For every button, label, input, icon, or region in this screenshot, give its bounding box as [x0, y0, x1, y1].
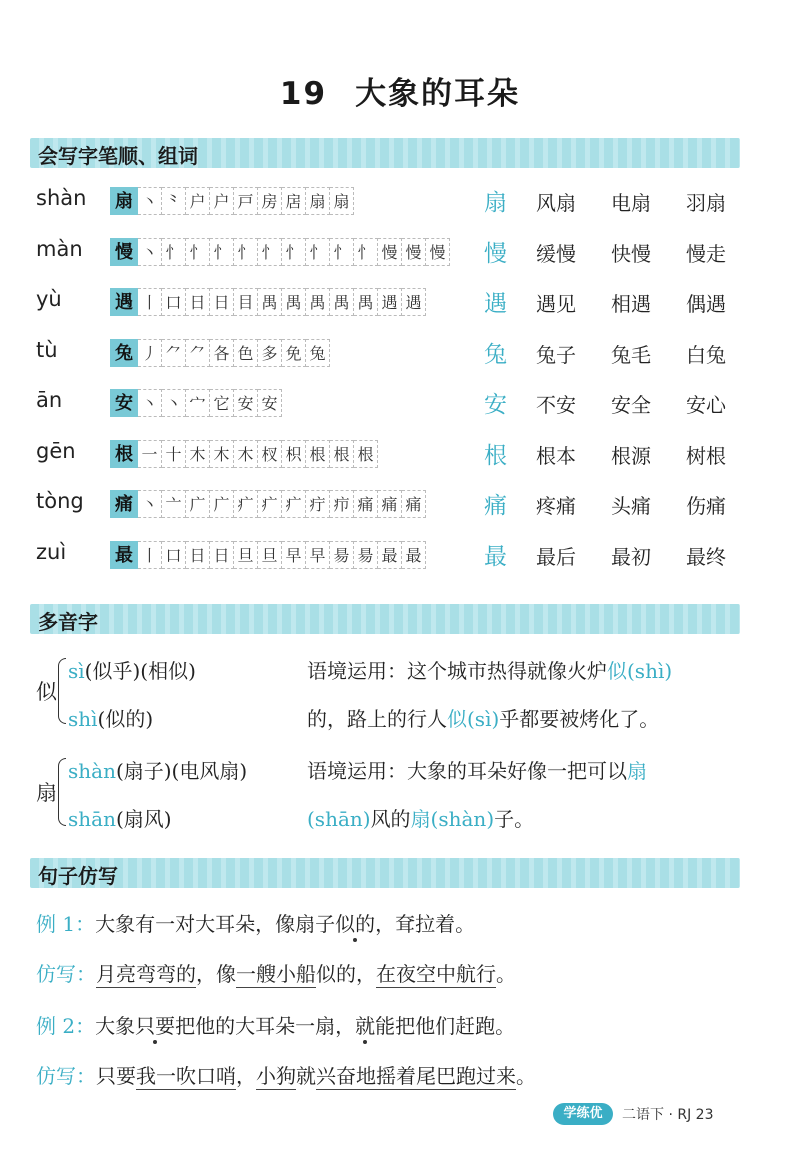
stroke-step: 忄 — [330, 238, 354, 266]
stroke-step: 慢 — [426, 238, 450, 266]
row-pinyin: yù — [36, 287, 62, 311]
stroke-step: 疖 — [330, 490, 354, 518]
stroke-target-char: 根 — [110, 440, 138, 468]
dotted-word: 就 — [355, 1014, 376, 1038]
stroke-step: 忄 — [186, 238, 210, 266]
compound-word: 疼痛 — [536, 494, 576, 518]
usage-text: 大象的耳朵好像一把可以 — [407, 759, 627, 783]
section-label: 多音字 — [38, 610, 98, 634]
stroke-step: 遇 — [402, 288, 426, 316]
stroke-step: 兔 — [306, 339, 330, 367]
usage-line — [307, 703, 659, 732]
underlined-phrase: 兴奋地摇着尾巴跑过来 — [316, 1064, 516, 1088]
stroke-step: 丶 — [162, 389, 186, 417]
stroke-step: 痛 — [378, 490, 402, 518]
stroke-step: 最 — [378, 541, 402, 569]
stroke-target-char: 最 — [110, 541, 138, 569]
reading-pinyin: shì — [68, 707, 98, 731]
stroke-step: 十 — [162, 440, 186, 468]
reading-words: (扇风) — [115, 807, 172, 831]
compound-word: 安心 — [686, 393, 726, 417]
stroke-step: 扇 — [306, 187, 330, 215]
stroke-step: 忄 — [210, 238, 234, 266]
stroke-step: 戸 — [234, 187, 258, 215]
underlined-phrase: 在夜空中航行 — [376, 962, 496, 986]
stroke-order-strip — [110, 440, 378, 470]
row-pinyin: shàn — [36, 186, 87, 210]
sentence-part: ， — [236, 1064, 256, 1088]
stroke-step: 枳 — [282, 440, 306, 468]
compound-word: 相遇 — [611, 292, 651, 316]
usage-line — [307, 755, 647, 784]
usage-text: 的，路上的行人 — [307, 707, 447, 731]
stroke-step: 丨 — [138, 541, 162, 569]
stroke-step: 户 — [210, 187, 234, 215]
stroke-order-strip — [110, 288, 426, 318]
stroke-step: 多 — [258, 339, 282, 367]
example-sentence-2 — [36, 1010, 515, 1039]
row-pinyin: tù — [36, 338, 58, 362]
lesson-number: 19 — [279, 76, 328, 112]
stroke-step: 丶 — [138, 490, 162, 518]
usage-text: 乎都要被烤化了。 — [499, 707, 660, 731]
reading-pinyin: sì — [68, 659, 85, 683]
compound-word: 缓慢 — [536, 242, 576, 266]
compound-word: 头痛 — [611, 494, 651, 518]
usage-highlight: 扇(shàn) — [410, 807, 495, 831]
usage-highlight: 似(shì) — [607, 659, 673, 683]
stroke-step: ⺈ — [162, 339, 186, 367]
stroke-step: 木 — [186, 440, 210, 468]
stroke-step: 口 — [162, 288, 186, 316]
stroke-step: ⺀ — [162, 187, 186, 215]
compound-word: 遇见 — [536, 292, 576, 316]
stroke-step: 一 — [138, 440, 162, 468]
stroke-step: 禺 — [282, 288, 306, 316]
stroke-step: 它 — [210, 389, 234, 417]
stroke-step: 忄 — [234, 238, 258, 266]
stroke-step: 早 — [306, 541, 330, 569]
stroke-step: 日 — [210, 288, 234, 316]
underlined-phrase: 小狗 — [256, 1064, 296, 1088]
stroke-step: 禺 — [258, 288, 282, 316]
example-label: 例 1： — [36, 912, 96, 936]
compound-word: 树根 — [686, 444, 726, 468]
stroke-target-char: 慢 — [110, 238, 138, 266]
stroke-step: 木 — [234, 440, 258, 468]
compound-word: 根源 — [611, 444, 651, 468]
stroke-step: 最 — [402, 541, 426, 569]
sentence-part: 能把他们赶跑。 — [375, 1014, 516, 1038]
sentence-part: 。 — [516, 1064, 536, 1088]
row-character: 痛 — [484, 493, 507, 519]
stroke-step: 色 — [234, 339, 258, 367]
compound-word: 最终 — [686, 545, 726, 569]
stroke-step: 忄 — [258, 238, 282, 266]
stroke-target-char: 遇 — [110, 288, 138, 316]
compound-word: 根本 — [536, 444, 576, 468]
usage-label: 语境运用： — [307, 659, 407, 683]
stroke-step: 忄 — [306, 238, 330, 266]
row-character: 遇 — [484, 291, 507, 317]
row-pinyin: tòng — [36, 489, 84, 513]
row-character: 兔 — [484, 342, 507, 368]
reading-words: (似乎)(相似) — [84, 659, 196, 683]
stroke-target-char: 兔 — [110, 339, 138, 367]
stroke-step: 目 — [234, 288, 258, 316]
dotted-word: 只要 — [135, 1014, 176, 1038]
usage-text: 子。 — [494, 807, 535, 831]
sentence-part: 大象有一对大耳朵，像扇子 — [95, 912, 336, 936]
imitation-sentence-1 — [36, 958, 516, 987]
brand-badge: 学练优 — [553, 1103, 613, 1125]
sentence-part: 就 — [296, 1064, 316, 1088]
underlined-phrase: 一艘小船 — [236, 962, 316, 986]
sentence-part: 似的 — [316, 962, 356, 986]
stroke-step: 忄 — [162, 238, 186, 266]
sentence-part: ，像 — [196, 962, 236, 986]
reading-words: (似的) — [97, 707, 154, 731]
stroke-step: 日 — [210, 541, 234, 569]
stroke-order-strip — [110, 389, 282, 419]
stroke-step: 丶 — [138, 238, 162, 266]
compound-word: 慢走 — [686, 242, 726, 266]
stroke-order-strip — [110, 339, 330, 369]
imitation-sentence-2 — [36, 1060, 536, 1089]
stroke-step: 扂 — [282, 187, 306, 215]
usage-highlight: 扇 — [627, 759, 647, 783]
stroke-order-strip — [110, 187, 354, 217]
stroke-step: 亠 — [162, 490, 186, 518]
stroke-step: 广 — [210, 490, 234, 518]
reading-row — [68, 803, 172, 832]
stroke-step: 痛 — [402, 490, 426, 518]
stroke-step: 日 — [186, 288, 210, 316]
example-label: 例 2： — [36, 1014, 96, 1038]
usage-line — [307, 655, 672, 684]
stroke-target-char: 扇 — [110, 187, 138, 215]
stroke-step: 旦 — [258, 541, 282, 569]
page-footer: 二语下 · RJ 23 — [622, 1107, 714, 1123]
compound-word: 不安 — [536, 393, 576, 417]
row-character: 安 — [484, 392, 507, 418]
stroke-step: 根 — [330, 440, 354, 468]
stroke-step: 扇 — [330, 187, 354, 215]
sentence-part: ， — [356, 962, 376, 986]
row-pinyin: màn — [36, 237, 83, 261]
compound-word: 兔子 — [536, 343, 576, 367]
row-pinyin: gēn — [36, 439, 76, 463]
stroke-step: 宀 — [186, 389, 210, 417]
compound-word: 电扇 — [611, 191, 651, 215]
stroke-step: 丿 — [138, 339, 162, 367]
stroke-step: 疔 — [306, 490, 330, 518]
stroke-step: 杈 — [258, 440, 282, 468]
stroke-step: 疒 — [282, 490, 306, 518]
stroke-step: 忄 — [354, 238, 378, 266]
row-character: 扇 — [484, 190, 507, 216]
usage-line — [307, 803, 534, 832]
stroke-step: 免 — [282, 339, 306, 367]
stroke-order-strip — [110, 541, 426, 571]
page-title — [0, 68, 800, 113]
stroke-step: 房 — [258, 187, 282, 215]
section-header-polyphones — [30, 604, 740, 634]
compound-word: 最初 — [611, 545, 651, 569]
reading-pinyin: shān — [68, 807, 116, 831]
lesson-title: 大象的耳朵 — [355, 76, 521, 112]
section-label: 会写字笔顺、组词 — [38, 144, 198, 168]
stroke-step: 昜 — [330, 541, 354, 569]
underlined-phrase: 我一吹口哨 — [136, 1064, 236, 1088]
stroke-step: 根 — [354, 440, 378, 468]
usage-text: 这个城市热得就像火炉 — [407, 659, 607, 683]
stroke-step: 昜 — [354, 541, 378, 569]
stroke-step: 痛 — [354, 490, 378, 518]
usage-text: 风的 — [370, 807, 411, 831]
stroke-step: 禺 — [354, 288, 378, 316]
underlined-phrase: 月亮弯弯的 — [96, 962, 196, 986]
imitation-label: 仿写： — [36, 1064, 96, 1088]
stroke-step: 根 — [306, 440, 330, 468]
stroke-step: ⺈ — [186, 339, 210, 367]
compound-word: 偶遇 — [686, 292, 726, 316]
stroke-step: 丶 — [138, 187, 162, 215]
reading-row — [68, 655, 196, 684]
stroke-step: 禺 — [306, 288, 330, 316]
compound-word: 最后 — [536, 545, 576, 569]
sentence-part: ，耷拉着。 — [375, 912, 476, 936]
stroke-step: 木 — [210, 440, 234, 468]
row-pinyin: zuì — [36, 540, 67, 564]
section-label: 句子仿写 — [38, 864, 118, 888]
section-header-strokes — [30, 138, 740, 168]
stroke-step: 日 — [186, 541, 210, 569]
row-character: 慢 — [484, 241, 507, 267]
stroke-step: 丶 — [138, 389, 162, 417]
sentence-part: 大象 — [95, 1014, 136, 1038]
stroke-step: 禺 — [330, 288, 354, 316]
compound-word: 兔毛 — [611, 343, 651, 367]
stroke-target-char: 痛 — [110, 490, 138, 518]
compound-word: 白兔 — [686, 343, 726, 367]
stroke-step: 忄 — [282, 238, 306, 266]
example-sentence-1 — [36, 908, 475, 937]
stroke-step: 安 — [234, 389, 258, 417]
usage-label: 语境运用： — [307, 759, 407, 783]
stroke-step: 丨 — [138, 288, 162, 316]
stroke-order-strip — [110, 490, 426, 520]
compound-word: 伤痛 — [686, 494, 726, 518]
stroke-step: 疒 — [234, 490, 258, 518]
reading-row — [68, 703, 153, 732]
usage-highlight: 似(sì) — [447, 707, 500, 731]
sentence-part: 把他的大耳朵一扇， — [175, 1014, 356, 1038]
sentence-part: 。 — [496, 962, 516, 986]
row-pinyin: ān — [36, 388, 63, 412]
reading-words: (扇子)(电风扇) — [115, 759, 248, 783]
stroke-step: 慢 — [402, 238, 426, 266]
reading-row — [68, 755, 247, 784]
row-character: 最 — [484, 544, 507, 570]
stroke-order-strip — [110, 238, 450, 268]
stroke-step: 早 — [282, 541, 306, 569]
compound-word: 安全 — [611, 393, 651, 417]
stroke-step: 慢 — [378, 238, 402, 266]
stroke-step: 安 — [258, 389, 282, 417]
imitation-label: 仿写： — [36, 962, 96, 986]
reading-pinyin: shàn — [68, 759, 116, 783]
brace — [58, 658, 66, 724]
stroke-step: 口 — [162, 541, 186, 569]
sentence-part: 只要 — [96, 1064, 136, 1088]
stroke-step: 旦 — [234, 541, 258, 569]
stroke-step: 遇 — [378, 288, 402, 316]
compound-word: 风扇 — [536, 191, 576, 215]
usage-highlight: (shān) — [307, 807, 371, 831]
stroke-target-char: 安 — [110, 389, 138, 417]
stroke-step: 户 — [186, 187, 210, 215]
stroke-step: 广 — [186, 490, 210, 518]
section-header-imitation — [30, 858, 740, 888]
stroke-step: 疒 — [258, 490, 282, 518]
stroke-step: 各 — [210, 339, 234, 367]
dotted-word: 似的 — [335, 912, 376, 936]
brace — [58, 758, 66, 826]
polyphone-char: 似 — [36, 680, 57, 704]
compound-word: 快慢 — [611, 242, 651, 266]
polyphone-char: 扇 — [36, 781, 57, 805]
row-character: 根 — [484, 443, 507, 469]
compound-word: 羽扇 — [686, 191, 726, 215]
